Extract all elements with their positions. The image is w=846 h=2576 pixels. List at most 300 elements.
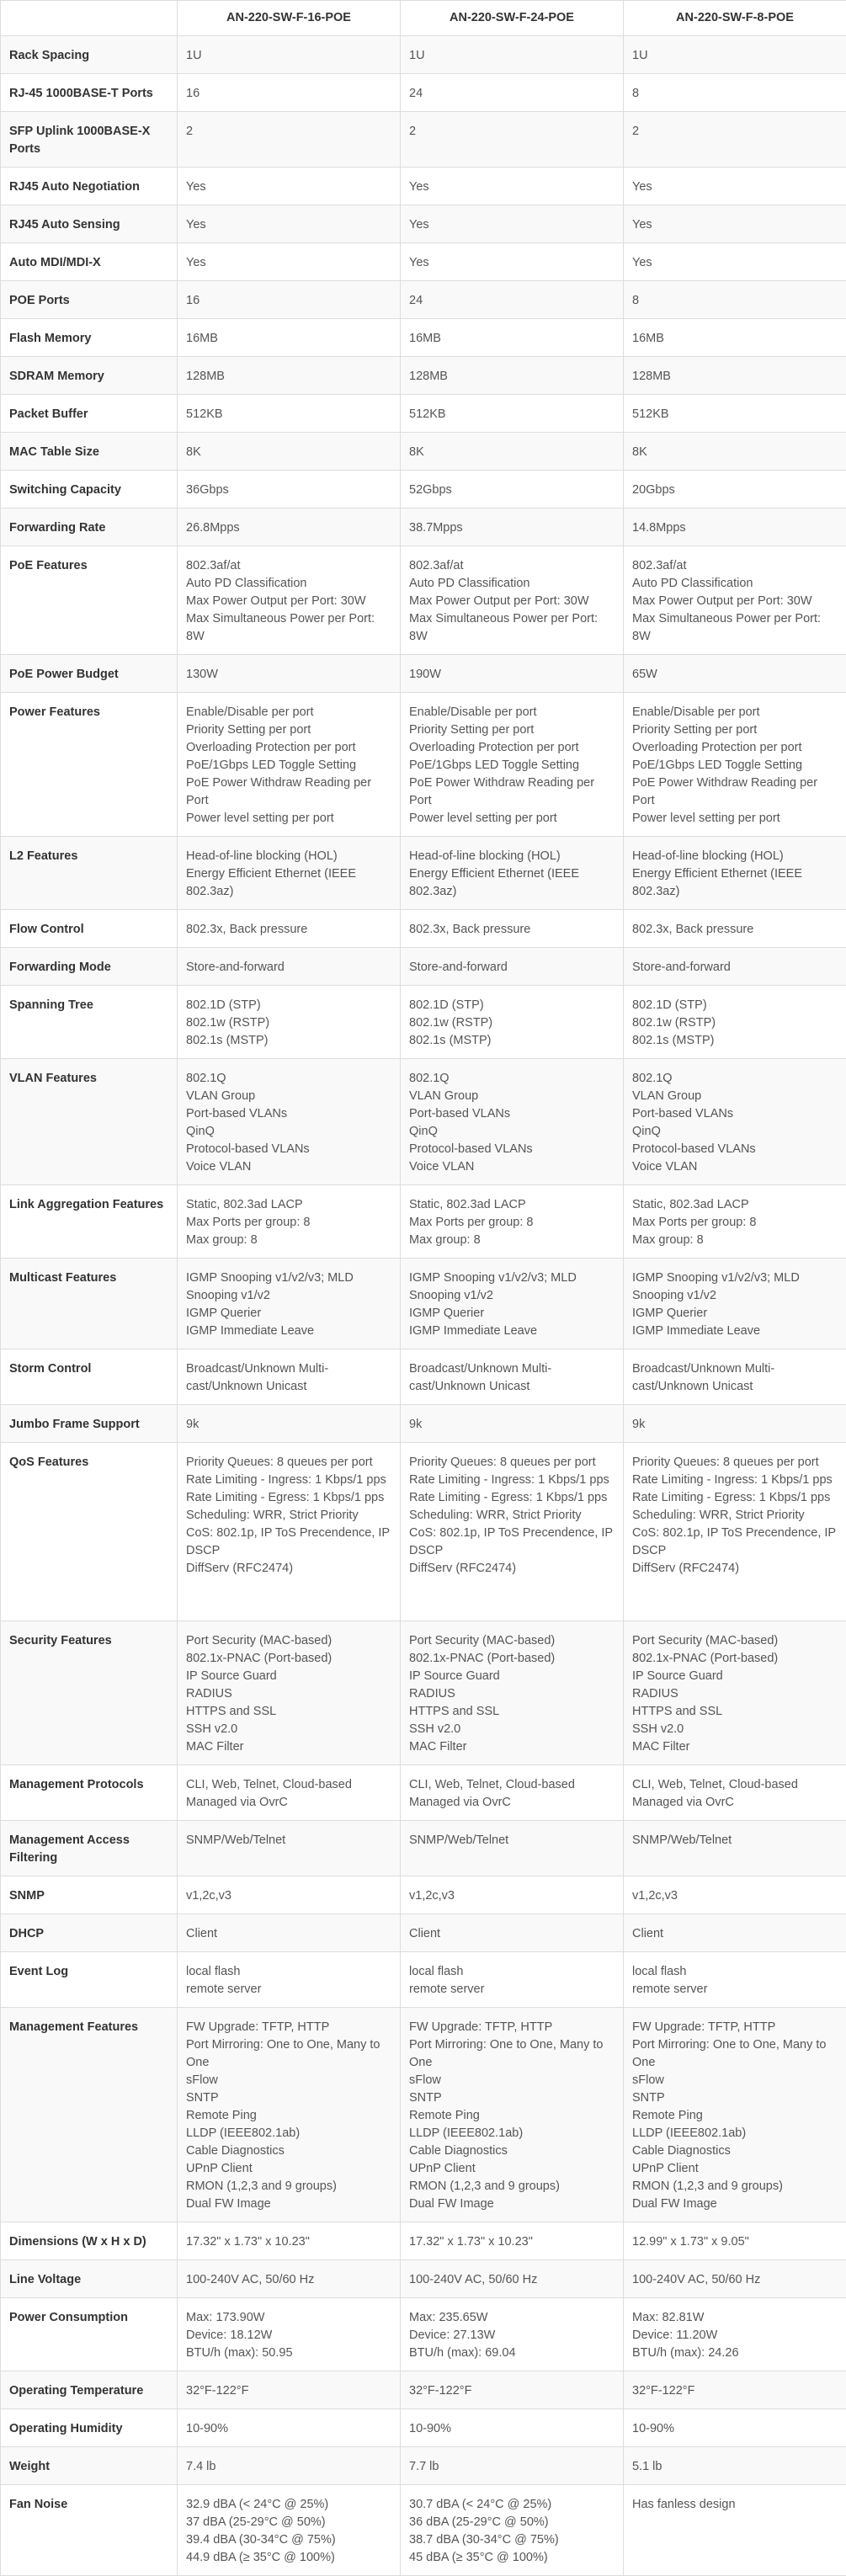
spec-value-model-16-poe — [178, 2222, 401, 2260]
spec-value-model-16-poe — [178, 395, 401, 433]
spec-value-line: DiffServ (RFC2474) — [186, 1560, 391, 1578]
spec-value-line: 802.1D (STP) — [186, 997, 391, 1014]
spec-value-line: Scheduling: WRR, Strict Priority — [409, 1507, 615, 1525]
spec-value-line: PoE/1Gbps LED Toggle Setting — [186, 757, 391, 774]
spec-label: Event Log — [1, 1952, 178, 2008]
spec-value-line: 10-90% — [186, 2420, 391, 2438]
table-row — [1, 1443, 846, 1621]
spec-value-line: Store-and-forward — [186, 959, 391, 977]
spec-value-line: BTU/h (max): 24.26 — [632, 2344, 838, 2362]
spec-value-line: 36 dBA (25-29°C @ 50%) — [409, 2514, 615, 2531]
spec-value-line: QinQ — [409, 1123, 615, 1141]
spec-value-line: Voice VLAN — [632, 1158, 838, 1176]
spec-value-line: Port-based VLANs — [409, 1105, 615, 1123]
spec-label: Power Consumption — [1, 2298, 178, 2371]
spec-value-line: UPnP Client — [632, 2160, 838, 2178]
spec-value-line: 16MB — [409, 330, 615, 348]
spec-value-line: Max group: 8 — [632, 1232, 838, 1249]
table-row — [1, 693, 846, 837]
spec-label: PoE Features — [1, 546, 178, 655]
spec-value-line: PoE/1Gbps LED Toggle Setting — [632, 757, 838, 774]
spec-value-line: 802.1s (MSTP) — [632, 1032, 838, 1050]
spec-value-line: IGMP Snooping v1/v2/v3; MLD Snooping v1/v2 — [186, 1269, 391, 1305]
spec-label: Packet Buffer — [1, 395, 178, 433]
spec-value-model-8-poe — [624, 1821, 846, 1876]
spec-value-model-16-poe — [178, 655, 401, 693]
spec-value-line: 512KB — [632, 406, 838, 423]
spec-value-line: LLDP (IEEE802.1ab) — [409, 2125, 615, 2142]
spec-value-model-16-poe — [178, 1185, 401, 1259]
spec-value-line: 2 — [186, 123, 391, 141]
spec-value-line: Client — [186, 1925, 391, 1943]
spec-value-line: 8 — [632, 292, 838, 310]
spec-label: Management Protocols — [1, 1765, 178, 1821]
spec-value-line: 8K — [186, 444, 391, 461]
spec-value-line: 24 — [409, 85, 615, 103]
spec-value-model-24-poe — [401, 2260, 624, 2298]
spec-value-line: Remote Ping — [409, 2107, 615, 2125]
spec-label: Dimensions (W x H x D) — [1, 2222, 178, 2260]
spec-value-model-16-poe — [178, 1443, 401, 1621]
table-row — [1, 36, 846, 74]
spec-value-line: 32°F-122°F — [186, 2382, 391, 2400]
spec-value-line: 65W — [632, 666, 838, 684]
spec-value-line: 16MB — [632, 330, 838, 348]
spec-value-model-24-poe — [401, 1059, 624, 1185]
spec-value-line: 802.1x-PNAC (Port-based) — [632, 1650, 838, 1668]
spec-value-line: Yes — [409, 254, 615, 272]
spec-value-model-24-poe — [401, 1952, 624, 2008]
spec-value-line: Yes — [409, 216, 615, 234]
spec-value-line: SSH v2.0 — [186, 1721, 391, 1738]
spec-label: PoE Power Budget — [1, 655, 178, 693]
spec-value-line: Dual FW Image — [409, 2195, 615, 2213]
spec-value-line: Device: 11.20W — [632, 2327, 838, 2344]
spec-value-model-16-poe — [178, 433, 401, 471]
spec-value-line: Power level setting per port — [186, 810, 391, 828]
spec-value-model-8-poe — [624, 1185, 846, 1259]
spec-label: RJ45 Auto Negotiation — [1, 168, 178, 205]
spec-value-line: Port-based VLANs — [186, 1105, 391, 1123]
spec-value-line: remote server — [632, 1981, 838, 1999]
spec-label: Operating Humidity — [1, 2409, 178, 2447]
spec-value-model-8-poe — [624, 112, 846, 168]
spec-value-line: 802.3x, Back pressure — [632, 921, 838, 939]
spec-value-model-8-poe — [624, 168, 846, 205]
spec-value-line: IGMP Snooping v1/v2/v3; MLD Snooping v1/v2 — [409, 1269, 615, 1305]
spec-value-line: 38.7 dBA (30-34°C @ 75%) — [409, 2531, 615, 2549]
spec-value-model-16-poe — [178, 910, 401, 948]
spec-value-line: SSH v2.0 — [409, 1721, 615, 1738]
spec-value-line: MAC Filter — [186, 1738, 391, 1756]
spec-value-line: DiffServ (RFC2474) — [409, 1560, 615, 1578]
spec-value-line: Has fanless design — [632, 2496, 838, 2514]
spec-table-body — [1, 36, 846, 2576]
spec-value-model-8-poe — [624, 471, 846, 508]
spec-value-line: IGMP Snooping v1/v2/v3; MLD Snooping v1/v2 — [632, 1269, 838, 1305]
spec-label: Management Features — [1, 2008, 178, 2222]
spec-value-model-16-poe — [178, 319, 401, 357]
spec-value-line: RADIUS — [186, 1685, 391, 1703]
spec-value-line: Rate Limiting - Egress: 1 Kbps/1 pps — [409, 1489, 615, 1507]
spec-value-line: v1,2c,v3 — [186, 1887, 391, 1905]
spec-value-line: 130W — [186, 666, 391, 684]
spec-value-line: sFlow — [186, 2072, 391, 2089]
table-row — [1, 74, 846, 112]
spec-value-model-8-poe — [624, 2371, 846, 2409]
spec-value-line: UPnP Client — [186, 2160, 391, 2178]
spec-value-line: IGMP Querier — [409, 1305, 615, 1323]
spec-value-model-16-poe — [178, 986, 401, 1059]
table-row — [1, 546, 846, 655]
spec-value-line: MAC Filter — [632, 1738, 838, 1756]
spec-value-line: 100-240V AC, 50/60 Hz — [632, 2271, 838, 2289]
spec-value-line: Max group: 8 — [186, 1232, 391, 1249]
spec-value-line: sFlow — [409, 2072, 615, 2089]
spec-value-line: IGMP Immediate Leave — [409, 1323, 615, 1340]
table-row — [1, 433, 846, 471]
spec-value-model-8-poe — [624, 2222, 846, 2260]
spec-value-line: 512KB — [409, 406, 615, 423]
spec-value-line: 100-240V AC, 50/60 Hz — [409, 2271, 615, 2289]
spec-value-line: 32°F-122°F — [409, 2382, 615, 2400]
spec-value-line: Auto PD Classification — [409, 575, 615, 593]
spec-value-model-24-poe — [401, 281, 624, 319]
spec-value-line: 52Gbps — [409, 482, 615, 499]
spec-value-line: remote server — [186, 1981, 391, 1999]
spec-value-model-8-poe — [624, 1621, 846, 1765]
spec-value-line: Priority Setting per port — [632, 721, 838, 739]
spec-value-line: Dual FW Image — [632, 2195, 838, 2213]
table-row — [1, 1259, 846, 1349]
spec-value-line: Rate Limiting - Egress: 1 Kbps/1 pps — [186, 1489, 391, 1507]
spec-value-line: Yes — [632, 178, 838, 196]
spec-value-line: 38.7Mpps — [409, 519, 615, 537]
spec-value-line: Auto PD Classification — [186, 575, 391, 593]
spec-value-model-24-poe — [401, 1405, 624, 1443]
spec-value-line: Broadcast/Unknown Multi-cast/Unknown Unicast — [409, 1360, 615, 1396]
spec-value-model-16-poe — [178, 1876, 401, 1914]
spec-value-line: Max: 173.90W — [186, 2309, 391, 2327]
table-row — [1, 1349, 846, 1405]
spec-value-line: SNTP — [186, 2089, 391, 2107]
table-row — [1, 168, 846, 205]
spec-value-line: 802.1w (RSTP) — [186, 1014, 391, 1032]
spec-value-model-24-poe — [401, 471, 624, 508]
spec-value-model-16-poe — [178, 2409, 401, 2447]
spec-value-line: 802.1Q — [409, 1070, 615, 1088]
spec-value-model-24-poe — [401, 74, 624, 112]
spec-value-line: LLDP (IEEE802.1ab) — [186, 2125, 391, 2142]
spec-value-line: sFlow — [632, 2072, 838, 2089]
spec-value-model-24-poe — [401, 1765, 624, 1821]
spec-label: Operating Temperature — [1, 2371, 178, 2409]
table-row — [1, 395, 846, 433]
spec-value-line: 12.99" x 1.73" x 9.05" — [632, 2233, 838, 2251]
spec-value-line: Head-of-line blocking (HOL) — [409, 848, 615, 865]
spec-value-line: CLI, Web, Telnet, Cloud-based Managed via OvrC — [409, 1776, 615, 1812]
spec-value-line: IP Source Guard — [632, 1668, 838, 1685]
spec-value-line: 2 — [632, 123, 838, 141]
spec-value-model-24-poe — [401, 1185, 624, 1259]
spec-value-model-24-poe — [401, 205, 624, 243]
spec-value-line: local flash — [632, 1963, 838, 1981]
spec-value-line: Rate Limiting - Egress: 1 Kbps/1 pps — [632, 1489, 838, 1507]
spec-value-model-8-poe — [624, 2485, 846, 2576]
spec-value-model-16-poe — [178, 74, 401, 112]
spec-value-line: 802.1w (RSTP) — [632, 1014, 838, 1032]
spec-value-line: Protocol-based VLANs — [632, 1141, 838, 1158]
spec-value-line: 8K — [409, 444, 615, 461]
spec-value-model-16-poe — [178, 36, 401, 74]
spec-label: Management Access Filtering — [1, 1821, 178, 1876]
spec-value-line: Overloading Protection per port — [409, 739, 615, 757]
spec-value-line: 802.1s (MSTP) — [186, 1032, 391, 1050]
spec-value-model-16-poe — [178, 1259, 401, 1349]
spec-value-model-8-poe — [624, 2008, 846, 2222]
spec-value-line: RMON (1,2,3 and 9 groups) — [632, 2178, 838, 2195]
spec-value-line: Remote Ping — [186, 2107, 391, 2125]
spec-value-line: 7.7 lb — [409, 2458, 615, 2476]
spec-label: Jumbo Frame Support — [1, 1405, 178, 1443]
spec-value-line: Enable/Disable per port — [186, 704, 391, 721]
spec-value-line: 802.3af/at — [632, 557, 838, 575]
spec-value-line: 39.4 dBA (30-34°C @ 75%) — [186, 2531, 391, 2549]
spec-value-line: 190W — [409, 666, 615, 684]
spec-value-model-24-poe — [401, 693, 624, 837]
spec-value-line: DiffServ (RFC2474) — [632, 1560, 838, 1578]
spec-label: Fan Noise — [1, 2485, 178, 2576]
spec-value-line: VLAN Group — [186, 1088, 391, 1105]
spec-value-line: RADIUS — [632, 1685, 838, 1703]
spec-value-model-24-poe — [401, 168, 624, 205]
spec-value-line: 30.7 dBA (< 24°C @ 25%) — [409, 2496, 615, 2514]
spec-value-model-24-poe — [401, 546, 624, 655]
spec-label: Spanning Tree — [1, 986, 178, 1059]
spec-value-line: QinQ — [186, 1123, 391, 1141]
spec-value-model-24-poe — [401, 243, 624, 281]
spec-value-model-8-poe — [624, 281, 846, 319]
header-model-8-poe: AN-220-SW-F-8-POE — [624, 1, 846, 36]
spec-value-line: 20Gbps — [632, 482, 838, 499]
spec-value-line: 16MB — [186, 330, 391, 348]
spec-value-line: IGMP Immediate Leave — [632, 1323, 838, 1340]
spec-value-line: Max: 82.81W — [632, 2309, 838, 2327]
spec-label: Storm Control — [1, 1349, 178, 1405]
spec-value-line: 8 — [632, 85, 838, 103]
spec-value-model-8-poe — [624, 205, 846, 243]
spec-value-model-24-poe — [401, 1259, 624, 1349]
spec-value-line: VLAN Group — [632, 1088, 838, 1105]
table-row — [1, 655, 846, 693]
spec-value-line: 36Gbps — [186, 482, 391, 499]
spec-value-model-8-poe — [624, 910, 846, 948]
spec-value-line: CLI, Web, Telnet, Cloud-based Managed via OvrC — [186, 1776, 391, 1812]
spec-value-line: Max Simultaneous Power per Port: 8W — [632, 610, 838, 646]
spec-value-line: 26.8Mpps — [186, 519, 391, 537]
spec-label: Multicast Features — [1, 1259, 178, 1349]
spec-label: SNMP — [1, 1876, 178, 1914]
spec-value-line: Device: 27.13W — [409, 2327, 615, 2344]
spec-value-line: Rate Limiting - Ingress: 1 Kbps/1 pps — [186, 1472, 391, 1489]
spec-value-line: 802.1Q — [632, 1070, 838, 1088]
spec-value-model-24-poe — [401, 2409, 624, 2447]
spec-value-model-16-poe — [178, 471, 401, 508]
spec-value-line: Scheduling: WRR, Strict Priority — [186, 1507, 391, 1525]
spec-value-line: CoS: 802.1p, IP ToS Precendence, IP DSCP — [186, 1525, 391, 1560]
spec-value-model-8-poe — [624, 1952, 846, 2008]
spec-value-line: IGMP Querier — [632, 1305, 838, 1323]
spec-value-line: local flash — [186, 1963, 391, 1981]
spec-value-line: SNMP/Web/Telnet — [186, 1832, 391, 1850]
spec-value-line: Max Ports per group: 8 — [632, 1214, 838, 1232]
spec-value-line: Protocol-based VLANs — [409, 1141, 615, 1158]
spec-value-line: 128MB — [186, 368, 391, 386]
spec-value-model-8-poe — [624, 1443, 846, 1621]
spec-value-line: 1U — [409, 47, 615, 65]
spec-label: MAC Table Size — [1, 433, 178, 471]
spec-value-line: local flash — [409, 1963, 615, 1981]
header-model-16-poe: AN-220-SW-F-16-POE — [178, 1, 401, 36]
spec-value-model-8-poe — [624, 2409, 846, 2447]
spec-value-line: Voice VLAN — [409, 1158, 615, 1176]
spec-label: L2 Features — [1, 837, 178, 910]
table-row — [1, 1952, 846, 2008]
spec-value-line: 128MB — [632, 368, 838, 386]
spec-value-line: Device: 18.12W — [186, 2327, 391, 2344]
spec-value-line: Cable Diagnostics — [632, 2142, 838, 2160]
spec-value-line: 16 — [186, 292, 391, 310]
spec-value-line: Energy Efficient Ethernet (IEEE 802.3az) — [409, 865, 615, 901]
spec-value-line: 128MB — [409, 368, 615, 386]
spec-value-line: Max Ports per group: 8 — [409, 1214, 615, 1232]
spec-label: Flow Control — [1, 910, 178, 948]
header-row — [1, 1, 846, 36]
spec-value-model-24-poe — [401, 2008, 624, 2222]
spec-value-model-16-poe — [178, 243, 401, 281]
spec-label: DHCP — [1, 1914, 178, 1952]
spec-value-line: Priority Queues: 8 queues per port — [186, 1454, 391, 1472]
spec-value-line: 802.1w (RSTP) — [409, 1014, 615, 1032]
spec-value-line: Priority Setting per port — [186, 721, 391, 739]
spec-value-model-24-poe — [401, 948, 624, 986]
spec-value-line: Energy Efficient Ethernet (IEEE 802.3az) — [632, 865, 838, 901]
spec-value-model-24-poe — [401, 1349, 624, 1405]
spec-value-model-16-poe — [178, 205, 401, 243]
spec-value-line: 802.3af/at — [186, 557, 391, 575]
spec-value-model-16-poe — [178, 357, 401, 395]
spec-value-model-8-poe — [624, 1259, 846, 1349]
spec-label: Line Voltage — [1, 2260, 178, 2298]
spec-label: QoS Features — [1, 1443, 178, 1621]
spec-value-model-16-poe — [178, 2008, 401, 2222]
spec-value-line: 16 — [186, 85, 391, 103]
spec-value-line: Enable/Disable per port — [409, 704, 615, 721]
spec-value-model-24-poe — [401, 508, 624, 546]
spec-value-line: SNMP/Web/Telnet — [632, 1832, 838, 1850]
spec-value-model-16-poe — [178, 546, 401, 655]
spec-label: Security Features — [1, 1621, 178, 1765]
spec-value-line: IP Source Guard — [186, 1668, 391, 1685]
spec-value-line: Voice VLAN — [186, 1158, 391, 1176]
spec-label: VLAN Features — [1, 1059, 178, 1185]
spec-value-line: LLDP (IEEE802.1ab) — [632, 2125, 838, 2142]
spec-value-line: IP Source Guard — [409, 1668, 615, 1685]
spec-value-line: Enable/Disable per port — [632, 704, 838, 721]
spec-value-model-24-poe — [401, 36, 624, 74]
spec-value-line: 17.32" x 1.73" x 10.23" — [409, 2233, 615, 2251]
table-row — [1, 2260, 846, 2298]
table-row — [1, 948, 846, 986]
spec-value-line: Static, 802.3ad LACP — [632, 1196, 838, 1214]
spec-value-line: 802.1Q — [186, 1070, 391, 1088]
spec-table-header — [1, 1, 846, 36]
spec-value-line: Rate Limiting - Ingress: 1 Kbps/1 pps — [409, 1472, 615, 1489]
spec-value-line: Port Mirroring: One to One, Many to One — [409, 2036, 615, 2072]
spec-value-line: Port Security (MAC-based) — [409, 1632, 615, 1650]
spec-value-line: IGMP Querier — [186, 1305, 391, 1323]
spec-value-line: v1,2c,v3 — [632, 1887, 838, 1905]
spec-value-line: SNMP/Web/Telnet — [409, 1832, 615, 1850]
spec-value-model-24-poe — [401, 2447, 624, 2485]
spec-value-line: v1,2c,v3 — [409, 1887, 615, 1905]
spec-value-model-16-poe — [178, 1349, 401, 1405]
spec-label: Power Features — [1, 693, 178, 837]
table-row — [1, 837, 846, 910]
spec-value-model-16-poe — [178, 1914, 401, 1952]
spec-value-line: Port Mirroring: One to One, Many to One — [186, 2036, 391, 2072]
spec-value-model-8-poe — [624, 1349, 846, 1405]
spec-value-line: Head-of-line blocking (HOL) — [632, 848, 838, 865]
spec-value-model-8-poe — [624, 948, 846, 986]
spec-label: Weight — [1, 2447, 178, 2485]
spec-value-model-24-poe — [401, 986, 624, 1059]
spec-value-line: Static, 802.3ad LACP — [409, 1196, 615, 1214]
spec-value-model-8-poe — [624, 319, 846, 357]
table-row — [1, 281, 846, 319]
spec-value-line: Port Mirroring: One to One, Many to One — [632, 2036, 838, 2072]
spec-value-line: 17.32" x 1.73" x 10.23" — [186, 2233, 391, 2251]
spec-label: Rack Spacing — [1, 36, 178, 74]
spec-label: RJ45 Auto Sensing — [1, 205, 178, 243]
spec-value-model-16-poe — [178, 1405, 401, 1443]
spec-value-line: PoE Power Withdraw Reading per Port — [632, 774, 838, 810]
spec-value-line: 8K — [632, 444, 838, 461]
spec-value-line: Priority Setting per port — [409, 721, 615, 739]
spec-value-line: PoE/1Gbps LED Toggle Setting — [409, 757, 615, 774]
spec-label: POE Ports — [1, 281, 178, 319]
spec-value-line: Yes — [632, 216, 838, 234]
spec-value-line: Scheduling: WRR, Strict Priority — [632, 1507, 838, 1525]
spec-value-model-8-poe — [624, 357, 846, 395]
spec-value-model-24-poe — [401, 2485, 624, 2576]
spec-value-line: Static, 802.3ad LACP — [186, 1196, 391, 1214]
table-row — [1, 910, 846, 948]
spec-value-model-16-poe — [178, 693, 401, 837]
spec-value-line: PoE Power Withdraw Reading per Port — [186, 774, 391, 810]
spec-value-line: Overloading Protection per port — [186, 739, 391, 757]
spec-value-model-24-poe — [401, 837, 624, 910]
spec-value-model-8-poe — [624, 2447, 846, 2485]
spec-value-line: 2 — [409, 123, 615, 141]
spec-value-line: Max Power Output per Port: 30W — [632, 593, 838, 610]
spec-label: Flash Memory — [1, 319, 178, 357]
spec-value-line: Cable Diagnostics — [409, 2142, 615, 2160]
spec-label: Forwarding Mode — [1, 948, 178, 986]
spec-value-line: Yes — [186, 178, 391, 196]
spec-value-line: Dual FW Image — [186, 2195, 391, 2213]
spec-value-line: Protocol-based VLANs — [186, 1141, 391, 1158]
